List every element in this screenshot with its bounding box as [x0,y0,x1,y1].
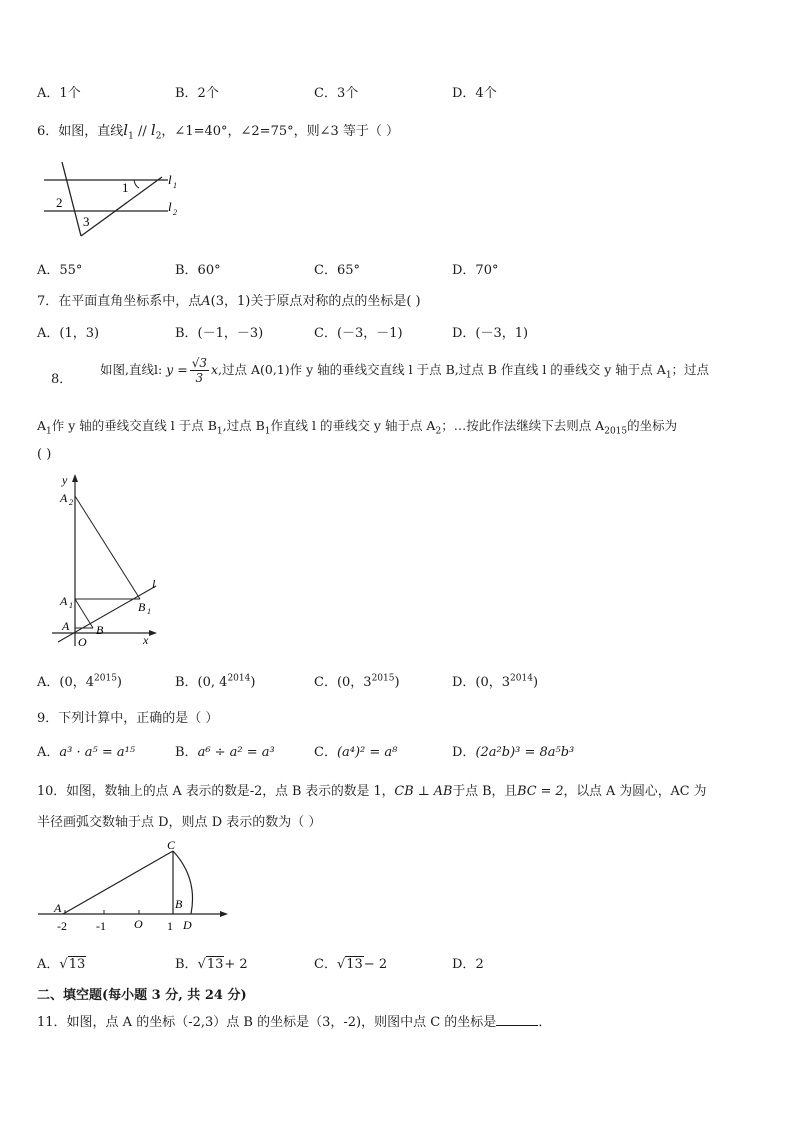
q9-option-a[interactable] [37,741,135,760]
q8-fig-a2: A [60,491,68,505]
q9-opt-c-label: C． [314,745,337,760]
q10-math-bc: BC = 2 [517,784,564,799]
q8-line1 [100,356,709,385]
q8-text-b: ,过点 A(0,1)作 y 轴的垂线交直线 l 于点 B,过点 B 作直线 l 的垂线交 y 轴于点 A [218,362,666,377]
q6-l1: l [123,121,129,139]
q8-number: 8． [51,372,73,387]
q8-opt-d-sup: 2014 [510,673,533,684]
q10-tick-1: 1 [167,919,173,933]
q8-l2-a: A [37,418,47,433]
q8-fig-l: l [152,577,156,591]
q10-line2: 半径画弧交数轴于点 D，则点 D 表示的数为（ ） [37,815,322,830]
q8-opt-d-pre: D．(0，3 [452,675,511,690]
q9-options [37,741,757,761]
q10-opt-b-rad: 13 [206,957,224,972]
q8-opt-a-post: ) [116,675,122,690]
q7-point: A [201,294,211,309]
q9-question: 9．下列计算中，正确的是（ ） [37,711,219,726]
q8-l2-d: 作直线 l 的垂线交 y 轴于点 A [270,418,436,433]
q9-opt-a-expr: a³ · a⁵ = a¹⁵ [59,745,136,760]
q11-answer-blank[interactable] [496,1013,538,1026]
q8-l2-f: 的坐标为 [627,418,678,433]
q7-option-d[interactable]: D．(－3，1) [452,326,529,341]
q8-opt-d-post: ) [532,675,539,690]
q8-opt-b-post: ) [250,675,256,690]
q10-line1 [37,780,706,799]
q10-fig-c: C [167,838,176,852]
q6-option-a[interactable]: A．55° [37,263,83,278]
q8-opt-c-sup: 2015 [371,673,395,684]
q8-fig-a: A [62,619,70,633]
q10-tick-minus2: -2 [57,919,67,933]
q11-end: ． [538,1015,552,1030]
q8-fig-y: y [62,473,68,487]
q8-text-a: 如图,直线l: [100,362,163,377]
q10-opt-a-label: A． [37,957,60,972]
q9-option-b[interactable] [175,741,275,760]
q8-fig-b1: B [138,600,146,614]
q8-l2-c-sub: 1 [264,426,271,437]
q9-opt-a-label: A． [37,745,60,760]
q8-fig-x: x [143,633,149,647]
q9-opt-d-expr: (2a²b)³ = 8a⁵b³ [475,745,575,760]
q6-angle-3: 3 [83,214,90,229]
q8-l2-c: ,过点 B [222,418,265,433]
q7-options [37,322,757,342]
q8-opt-a-pre: A．(0，4 [37,675,95,690]
q6-l2: l [150,121,156,139]
q6-options [37,259,757,279]
q10-tick-origin: O [134,917,143,931]
q6-text-b: ，∠1=40°，∠2=75°，则∠3 等于（ ） [161,124,400,139]
q10-opt-c-rad: 13 [346,957,363,972]
q8-opt-c-pre: C．(0，3 [314,675,372,690]
q5-option-a[interactable]: A．1个 [37,86,81,101]
q8-option-a[interactable] [37,671,122,690]
q8-fig-b1-sub: 1 [147,607,151,616]
q8-text-b-sub: 1 [665,370,672,381]
q11-question [37,1011,551,1030]
q7-option-a[interactable]: A．(1，3) [37,326,100,341]
q10-line1-c: ，以点 A 为圆心，AC 为 [563,784,707,799]
q9-opt-c-expr: (a⁴)² = a⁸ [336,745,398,760]
q10-opt-d-post: 2 [475,957,484,972]
q10-opt-c-post: − 2 [363,957,388,972]
q6-angle-1: 1 [122,180,129,195]
q11-text: 11．如图，点 A 的坐标（-2,3）点 B 的坐标是（3，-2)，则图中点 C 的坐标是 [37,1015,497,1030]
q7-text-b: (3，1)关于原点对称的点的坐标是( ) [210,294,421,309]
q8-option-b[interactable] [175,671,255,690]
q10-options [37,953,757,973]
q8-eq-x: x [210,362,219,377]
q8-l2-e-sub: 2015 [604,426,628,437]
q10-opt-b-label: B． [175,957,198,972]
q8-fig-o: O [78,635,87,649]
q10-figure [36,838,236,938]
q7-text-a: 7．在平面直角坐标系中，点 [37,294,202,309]
q8-line2 [37,416,677,437]
q6-option-c[interactable]: C．65° [314,263,360,278]
q8-opt-b-sup: 2014 [227,673,251,684]
q9-opt-d-label: D． [452,745,476,760]
q8-opt-c-post: ) [394,675,400,690]
q6-question [37,120,399,142]
q10-option-b[interactable]: B．√13+ 2 [175,957,248,972]
q6-text-a: 如图，直线 [58,124,124,139]
q7-question [37,290,421,309]
q9-option-c[interactable] [314,741,397,760]
q10-opt-a-rad: 13 [68,957,86,972]
q8-fraction [190,356,209,385]
q6-option-d[interactable]: D．70° [452,263,499,278]
q8-fig-a1-sub: 1 [69,601,73,610]
q8-text-b-end: ；过点 [671,362,710,377]
q8-opt-b-pre: B．(0, 4 [175,675,228,690]
q10-option-a[interactable]: A．√13 [37,957,86,972]
section-title-fill-in: 二、填空题(每小题 3 分, 共 24 分) [37,988,247,1003]
q10-line1-a: 10．如图，数轴上的点 A 表示的数是-2，点 B 表示的数是 1， [37,784,395,799]
q8-l2-d-sub: 2 [435,426,442,437]
q6-line-l2-sub: 2 [173,208,177,217]
q5-option-c[interactable]: C．3个 [314,86,359,101]
q8-options [37,671,757,691]
q8-fig-a2-sub: 2 [69,498,73,507]
q8-frac-den: 3 [195,371,204,385]
q10-fig-a: A [54,901,62,915]
q6-figure [40,160,190,240]
q10-opt-b-post: + 2 [224,957,248,972]
q6-line-l2: l [168,199,172,214]
q10-option-c[interactable]: C．√13− 2 [314,957,388,972]
q8-figure [48,472,168,652]
q8-fig-b: B [96,623,104,637]
q5-option-d[interactable]: D．4个 [452,86,497,101]
q9-opt-b-label: B． [175,745,198,760]
q10-opt-d-label: D． [452,957,476,972]
q8-line3: ( ) [37,447,52,462]
q8-l2-b-sub: 1 [216,426,223,437]
q6-option-b[interactable]: B．60° [175,263,221,278]
q7-option-c[interactable]: C．(－3，－1) [314,326,403,341]
q8-opt-a-sup: 2015 [94,673,117,684]
q6-parallel: // [133,124,151,139]
q6-line-l1-sub: 1 [173,181,177,190]
q10-tick-minus1: -1 [96,919,106,933]
q6-angle-2: 2 [56,195,63,210]
q9-option-d[interactable] [452,741,574,760]
q6-line-l1: l [168,172,172,187]
q8-l2-a-sub: 1 [46,426,52,437]
q10-fig-b: B [175,897,183,911]
q6-number: 6． [37,124,59,139]
q10-math-perp: CB ⊥ AB [394,784,453,799]
q8-l2-e: ；…按此作法继续下去则点 A [441,418,605,433]
q8-fig-a1: A [60,594,68,608]
q10-fig-d: D [183,918,192,932]
q5-options [37,82,757,102]
q10-option-d[interactable] [452,953,484,972]
q8-eq-y: y = [166,362,188,377]
q8-frac-num: √3 [191,356,207,370]
q5-option-b[interactable]: B．2个 [175,86,219,101]
q8-l2-b: 作 y 轴的垂线交直线 l 于点 B [51,418,217,433]
q9-opt-b-expr: a⁶ ÷ a² = a³ [197,745,275,760]
q7-option-b[interactable]: B．(－1，－3) [175,326,264,341]
q8-option-d[interactable] [452,671,538,690]
q6-l1-sub: 1 [128,131,134,142]
q10-line1-b: 于点 B，且 [452,784,518,799]
q6-l2-sub: 2 [155,131,162,142]
q8-option-c[interactable] [314,671,400,690]
q10-opt-c-label: C． [314,957,337,972]
